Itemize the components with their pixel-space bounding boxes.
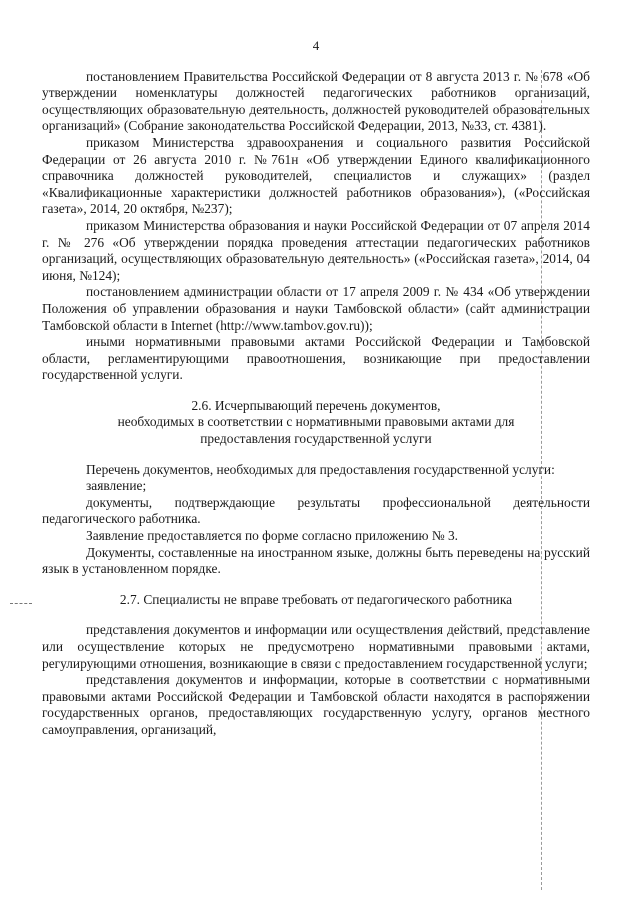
heading-line: 2.6. Исчерпывающий перечень документов, (191, 397, 441, 413)
paragraph: постановлением администрации области от 17 апреля 2009 г. № 434 «Об утверждении Положения об управлении образования и науки Тамбовской области» (сайт администрации Тамбовской области в Internet (http://www.tambov.gov.ru)); (42, 284, 590, 333)
paragraph: Перечень документов, необходимых для предоставления государственной услуги: (86, 461, 555, 477)
section-heading-2-6 (42, 398, 590, 448)
paragraph: Документы, составленные на иностранном языке, должны быть переведены на русский язык в установленном порядке. (42, 544, 590, 577)
heading-line: 2.7. Специалисты не вправе требовать от педагогического работника (119, 591, 513, 607)
paragraph: приказом Министерства образования и науки Российской Федерации от 07 апреля 2014 г. № 276 «Об утверждении порядка проведения аттестации педагогических работников организаций, осуществляющих образовательную деятельность» («Российская газета», 2014, 04 июня, №124); (42, 217, 590, 283)
paragraph: представления документов и информации или осуществления действий, представление или осуществление которых не предусмотрено нормативными правовыми актами, регулирующими отношения, возникающие в связи с предоставлением государственной услуги; (42, 622, 590, 671)
section-heading-2-7 (42, 592, 590, 609)
page-number: 4 (312, 38, 320, 53)
paragraph: документы, подтверждающие результаты профессиональной деятельности педагогического работника. (42, 494, 590, 527)
paragraph: представления документов и информации, которые в соответствии с нормативными правовыми актами Российской Федерации и Тамбовской области находятся в распоряжении государственных органов, предоставляющих государственную услугу, органов местного самоуправления, организаций, (42, 672, 590, 737)
paragraph: постановлением Правительства Российской Федерации от 8 августа 2013 г. № 678 «Об утверждении номенклатуры должностей педагогических работников организаций, осуществляющих образовательную деятельность, должностей руководителей образовательных организаций» (Собрание законодательства Российской Федерации, 2013, №33, ст. 4381). (42, 68, 590, 134)
heading-line: предоставления государственной услуги (200, 431, 432, 447)
paragraph: иными нормативными правовыми актами Российской Федерации и Тамбовской области, регламентирующими правоотношения, возникающие при предоставлении государственной услуги. (42, 334, 590, 383)
heading-line: необходимых в соответствии с нормативными правовыми актами для (117, 414, 515, 430)
paragraph: Заявление предоставляется по форме согласно приложению № 3. (86, 528, 458, 544)
paragraph: заявление; (86, 478, 147, 494)
document-page (42, 38, 590, 739)
scan-margin-mark (10, 603, 32, 604)
paragraph: приказом Министерства здравоохранения и социального развития Российской Федерации от 26 августа 2010 г. №761н «Об утверждении Единого квалификационного справочника должностей руководителей, специалистов и служащих» (раздел «Квалификационные характеристики должностей работников образования»), («Российская газета», 2014, 20 октября, №237); (42, 134, 590, 217)
